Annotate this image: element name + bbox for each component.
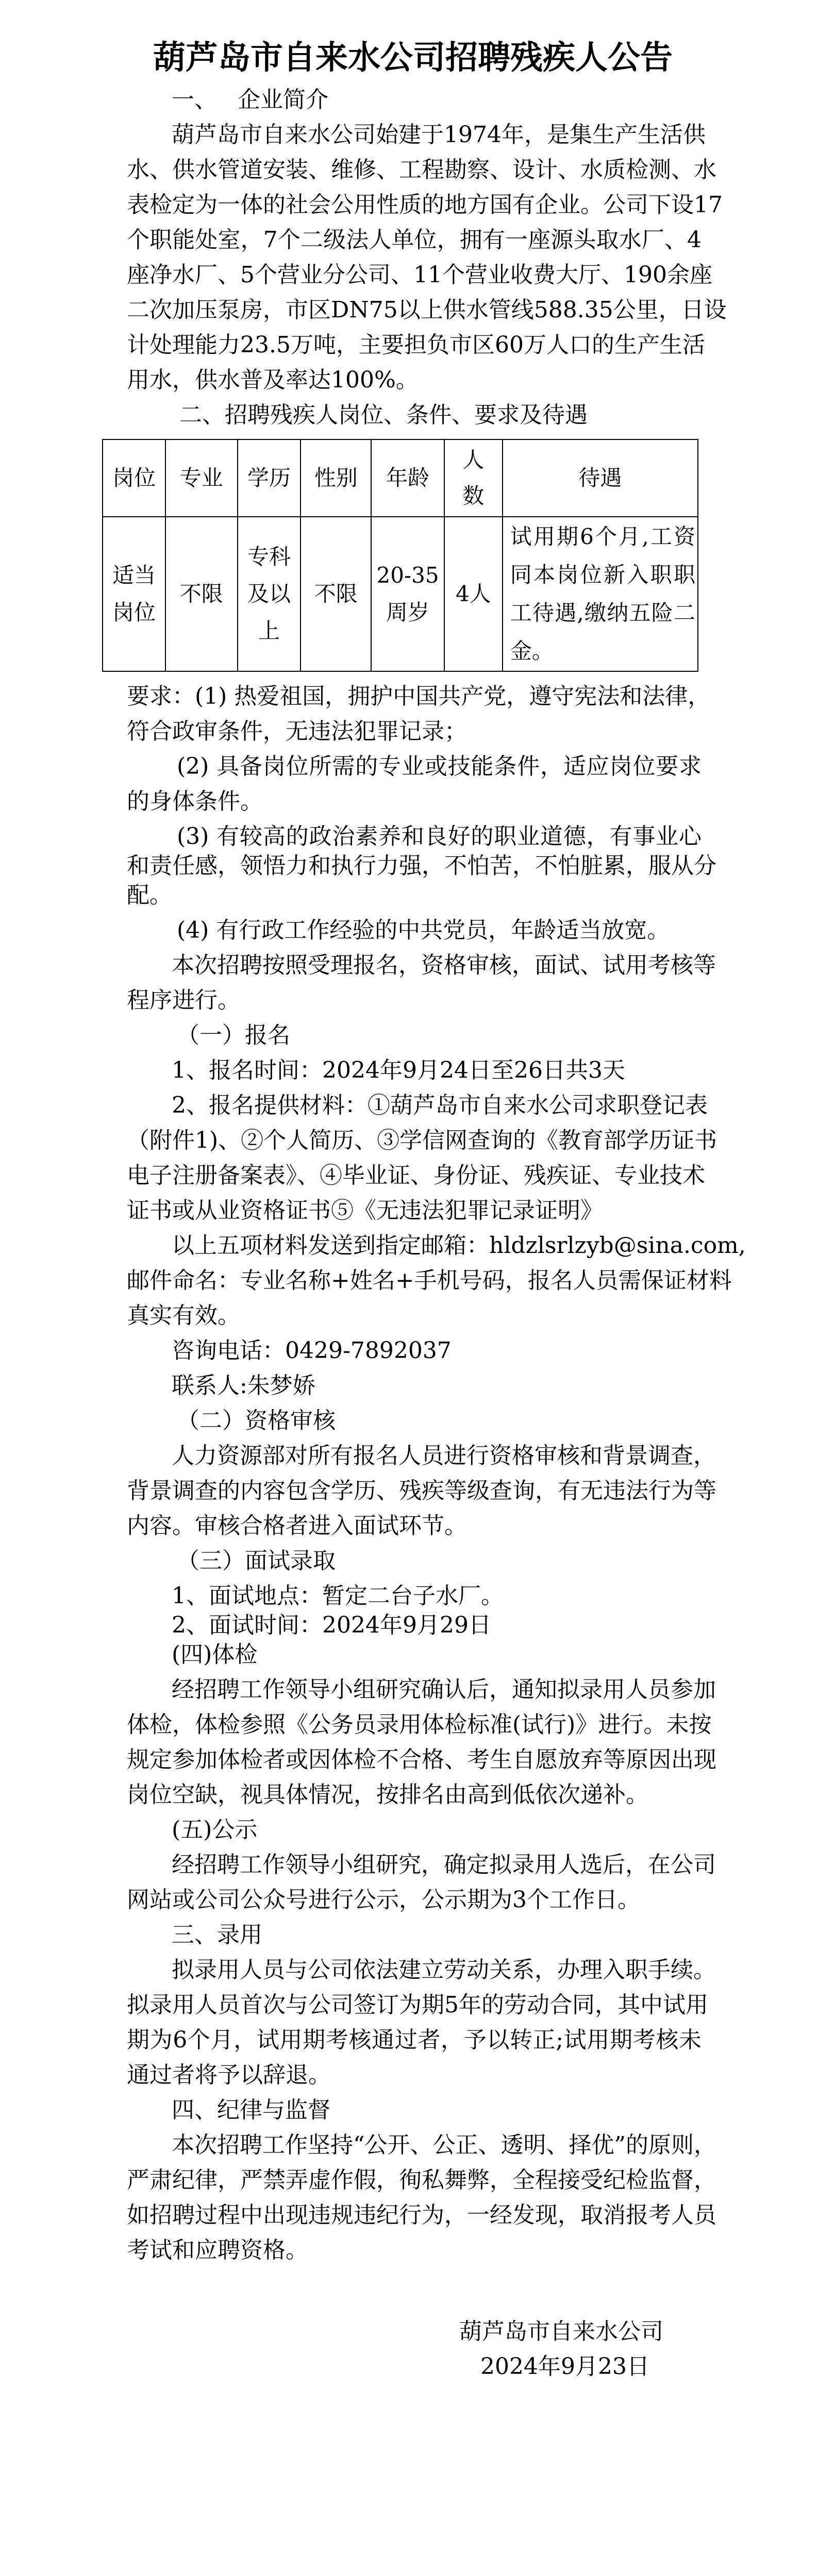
intro-line: 个职能处室，7个二级法人单位，拥有一座源头取水厂、4 (127, 227, 702, 253)
review-line: 人力资源部对所有报名人员进行资格审核和背景调查， (172, 1443, 716, 1469)
requirement-line: 符合政审条件，无违法犯罪记录； (127, 718, 467, 744)
header-cell: 年龄 (371, 439, 444, 517)
requirement-line: 的身体条件。 (127, 788, 263, 815)
section-heading-intro: 企业简介 (238, 87, 328, 113)
intro-line: 水、供水管道安装、维修、工程勘察、设计、水质检测、水 (127, 157, 716, 183)
medical-line: 规定参加体检者或因体检不合格、考生自愿放弃等原因出现 (127, 1747, 716, 1773)
requirement-line: 程序进行。 (127, 987, 240, 1013)
subheading-review: （二）资格审核 (177, 1408, 336, 1434)
subheading-interview: （三）面试录取 (177, 1548, 336, 1574)
review-line: 背景调查的内容包含学历、残疾等级查询，有无违法行为等 (127, 1478, 716, 1504)
signature-org: 葫芦岛市自来水公司 (459, 2318, 663, 2345)
registration-line: 证书或从业资格证书⑤《无违法犯罪记录证明》 (127, 1197, 603, 1224)
hiring-line: 通过者将予以辞退。 (127, 2062, 331, 2088)
requirement-line: (3) 有较高的政治素养和良好的职业道德，有事业心 (177, 823, 702, 850)
cell-text: 金。 (510, 638, 554, 664)
publicity-line: 经招聘工作领导小组研究，确定拟录用人选后，在公司 (172, 1852, 716, 1878)
contact-phone: 咨询电话：0429-7892037 (172, 1337, 452, 1364)
cell-age (371, 517, 444, 671)
cell-text: 同本岗位新入职职 (510, 562, 695, 587)
signature-date: 2024年9月23日 (480, 2353, 649, 2380)
medical-line: 岗位空缺，视具体情况，按排名由高到低依次递补。 (127, 1782, 648, 1808)
medical-line: 体检，体检参照《公务员录用体检标准(试行)》进行。未按 (127, 1711, 712, 1738)
cell-text: 上 (258, 618, 280, 643)
header-cell: 专业 (165, 439, 238, 517)
positions-table (102, 439, 698, 672)
hiring-line: 拟录用人员与公司依法建立劳动关系，办理入职手续。 (172, 1957, 716, 1983)
intro-line: 表检定为一体的社会公用性质的地方国有企业。公司下设17 (127, 192, 723, 218)
section-heading-intro-row (0, 82, 702, 117)
interview-place: 1、面试地点：暂定二台子水厂。 (172, 1583, 504, 1609)
registration-line: （附件1)、②个人简历、③学信网查询的《教育部学历证书 (127, 1127, 717, 1154)
header-cell (444, 439, 503, 517)
hiring-line: 期为6个月，试用期考核通过者，予以转正;试用期考核未 (127, 2027, 702, 2053)
intro-line: 用水，供水普及率达100%。 (127, 367, 419, 393)
registration-line: 电子注册备案表》、④毕业证、身份证、残疾证、专业技术 (127, 1162, 705, 1189)
intro-line: 葫芦岛市自来水公司始建于1974年，是集生产生活供 (172, 122, 706, 148)
subheading-registration: （一）报名 (177, 1022, 290, 1048)
discipline-line: 如招聘过程中出现违规违纪行为，一经发现，取消报考人员 (127, 2202, 716, 2228)
cell-text: 专科 (247, 544, 291, 569)
medical-line: 经招聘工作领导小组研究确认后，通知拟录用人员参加 (172, 1676, 716, 1703)
requirement-line: 配。 (127, 882, 172, 908)
registration-email-line: 以上五项材料发送到指定邮箱：hldzlsrlzyb@sina.com, (172, 1232, 746, 1259)
header-cell: 性别 (301, 439, 371, 517)
section-heading-positions: 二、招聘残疾人岗位、条件、要求及待遇 (179, 402, 588, 428)
section-heading-discipline: 四、纪律与监督 (172, 2097, 330, 2123)
cell-text: 周岁 (386, 600, 430, 625)
contact-person: 联系人:朱梦娇 (172, 1372, 315, 1399)
requirement-line: (4) 有行政工作经验的中共党员，年龄适当放宽。 (177, 917, 670, 943)
requirement-line: 和责任感，领悟力和执行力强，不怕苦，不怕脏累，服从分 (127, 853, 716, 879)
subheading-medical: (四)体检 (172, 1641, 258, 1668)
discipline-line: 本次招聘工作坚持“公开、公正、透明、择优”的原则， (172, 2132, 716, 2158)
publicity-line: 网站或公司公众号进行公示，公示期为3个工作日。 (127, 1887, 640, 1913)
discipline-line: 考试和应聘资格。 (127, 2237, 308, 2263)
cell-education (238, 517, 301, 671)
cell-text: 及以 (247, 581, 291, 606)
header-cell: 学历 (238, 439, 301, 517)
hiring-line: 拟录用人员首次与公司签订为期5年的劳动合同，其中试用 (127, 1992, 708, 2018)
requirement-line: (2) 具备岗位所需的专业或技能条件，适应岗位要求 (177, 753, 702, 779)
discipline-line: 严肃纪律，严禁弄虚作假，徇私舞弊，全程接受纪检监督， (127, 2167, 716, 2193)
cell-text: 20-35 (376, 563, 439, 588)
review-line: 内容。审核合格者进入面试环节。 (127, 1513, 467, 1539)
table-header-row (103, 439, 698, 517)
cell-gender: 不限 (301, 517, 371, 671)
header-cell-text: 人数 (462, 447, 485, 509)
section-heading-number: 一、 (172, 87, 217, 113)
cell-text: 试用期6个月,工资 (510, 524, 695, 549)
header-cell: 待遇 (503, 439, 698, 517)
signature-block (0, 2314, 818, 2384)
registration-line: 2、报名提供材料：①葫芦岛市自来水公司求职登记表 (172, 1092, 708, 1118)
cell-text: 工待遇,缴纳五险二 (510, 600, 695, 625)
intro-line: 座净水厂、5个营业分公司、11个营业收费大厅、190余座 (127, 262, 712, 288)
requirement-line: 要求：(1) 热爱祖国，拥护中国共产党，遵守宪法和法律， (127, 683, 711, 709)
table-row (103, 517, 698, 671)
page-title: 葫芦岛市自来水公司招聘残疾人公告 (153, 39, 673, 76)
requirement-line: 本次招聘按照受理报名，资格审核，面试、试用考核等 (172, 952, 716, 978)
registration-line: 邮件命名：专业名称+姓名+手机号码，报名人员需保证材料 (127, 1267, 732, 1294)
cell-post (103, 517, 165, 671)
registration-line: 1、报名时间：2024年9月24日至26日共3天 (172, 1057, 625, 1083)
interview-time: 2、面试时间：2024年9月29日 (172, 1612, 491, 1638)
cell-major: 不限 (165, 517, 238, 671)
cell-count: 4人 (444, 517, 503, 671)
section-heading-hiring: 三、录用 (172, 1922, 262, 1948)
intro-line: 计处理能力23.5万吨，主要担负市区60万人口的生产生活 (127, 332, 705, 358)
intro-line: 二次加压泵房，市区DN75以上供水管线588.35公里，日设 (127, 297, 727, 323)
subheading-publicity: (五)公示 (172, 1817, 258, 1843)
registration-line: 真实有效。 (127, 1302, 240, 1329)
cell-treatment (503, 517, 698, 671)
header-cell: 岗位 (103, 439, 165, 517)
cell-post-text: 适当岗位 (112, 563, 156, 625)
